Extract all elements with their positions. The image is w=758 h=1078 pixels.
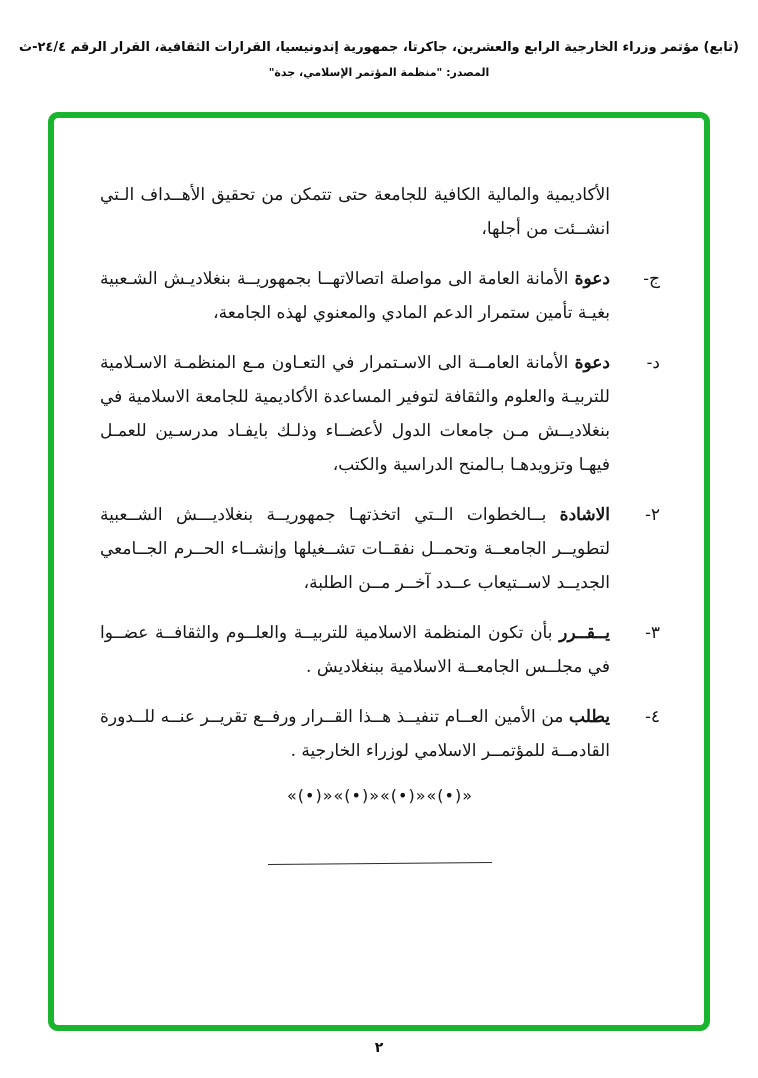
page-number: ٢ [374,1040,384,1056]
item-marker: ٢- [645,505,660,525]
item-body: بأن تكون المنظمة الاسلامية للتربيــة والعلــوم والثقافــة عضــوا في مجلــس الجامعــة الاسلامية ببنغلاديش . [100,623,610,677]
item-text [100,346,610,482]
item-body: الأكاديمية والمالية الكافية للجامعة حتى تتمكن من تحقيق الأهــداف الـتي انشــئت من أجلها، [100,185,610,239]
item-lead: يــقــرر [559,623,610,643]
list-item-2 [100,498,660,600]
item-body: بــالخطوات الــتي اتخذتهـا جمهوريــة بنغلاديـــش الشــعبية لتطويــر الجامعــة وتحمــل نفقــات تشــغيلها وإنشــاء الحــرم الجــامعي الجديــد لاســتيعاب عــدد آخــر مــن الطلبة، [100,505,610,593]
item-marker: ج- [643,269,660,289]
document-body [54,118,704,864]
item-text [100,498,610,600]
item-lead: دعوة [574,269,610,289]
document-header [0,40,758,79]
header-title: (تابع) مؤتمر وزراء الخارجية الرابع والعشرين، جاكرتا، جمهورية إندونيسيا، القرارات الثقافية، القرار الرقم ٢٤/٤-ث [19,40,739,55]
item-lead: دعوة [574,353,610,373]
item-body: الأمانة العامــة الى الاسـتمرار في التعـاون مـع المنظمـة الاسـلامية للتربيـة والعلوم والثقافة لتوفير المساعدة الأكاديمية للجامعة الاسلامية في بنغلاديــش مـن جامعات الدول لأعضــاء وذلـك بايفـاد مدرسـين للعمـل فيهـا وتزويدهـا بـالمنح الدراسية والكتب، [100,353,610,475]
item-body: الأمانة العامة الى مواصلة اتصالاتهــا بجمهوريــة بنغلاديـش الشـعبية بغيـة تأمين ستمرار الدعم المادي والمعنوي لهذه الجامعة، [100,269,610,323]
list-item-jeem [100,262,660,330]
continuation-paragraph [100,178,660,246]
list-item-daal [100,346,660,482]
item-text [100,178,610,246]
item-marker: ٤- [645,707,660,727]
item-marker: د- [646,353,660,373]
item-text [100,262,610,330]
item-marker [610,178,660,246]
item-text [100,616,610,684]
ornamental-divider: «(•)»«(•)»«(•)»«(•)» [287,786,473,805]
item-lead: الاشادة [559,505,610,525]
page-footer [0,1037,758,1056]
item-text [100,700,610,768]
header-source-line: المصدر: "منظمة المؤتمر الإسلامي، جدة" [268,66,490,79]
item-lead: يطلب [569,707,610,727]
list-item-4 [100,700,660,768]
item-marker: ٣- [645,623,660,643]
list-item-3 [100,616,660,684]
item-body: من الأمين العــام تنفيــذ هــذا القــرار ورفــع تقريــر عنــه للــدورة القادمــة للمؤتمــر الاسلامي لوزراء الخارجية . [100,707,610,761]
